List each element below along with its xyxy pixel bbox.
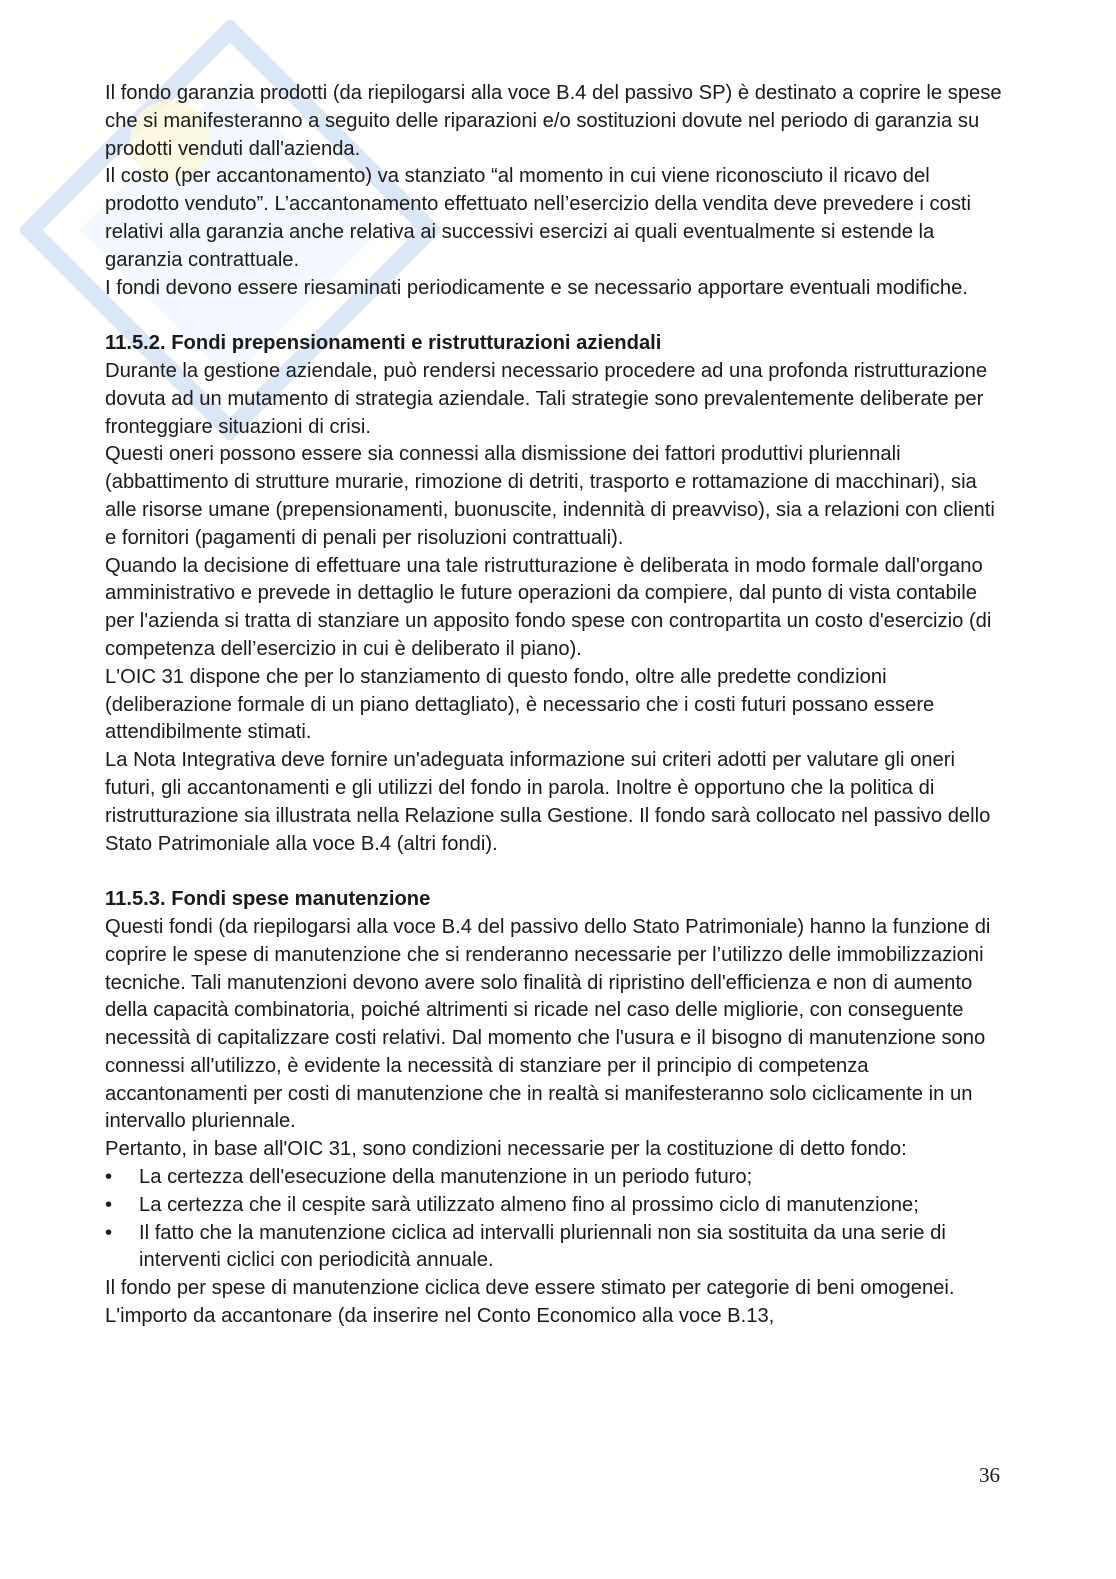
- section2-paragraph-3: Quando la decisione di effettuare una tale ristrutturazione è deliberata in modo formale dall'organo amministrativo e prevede in dettaglio le future operazioni da compiere, dal punto di vista contabile per l'azienda si tratta di stanziare un apposito fondo spese con contropartita un costo d'esercizio (di competenza dell’esercizio in cui è deliberato il piano).: [105, 554, 992, 660]
- list-item: [105, 1220, 1005, 1276]
- section-spacer: [105, 858, 1005, 886]
- section-heading-11-5-2: 11.5.2. Fondi prepensionamenti e ristrutturazioni aziendali: [105, 332, 662, 355]
- intro-paragraph-3: I fondi devono essere riesaminati periodicamente e se necessario apportare eventuali modifiche.: [105, 276, 968, 299]
- list-item-text: Il fatto che la manutenzione ciclica ad intervalli pluriennali non sia sostituita da una serie di interventi ciclici con periodicità annuale.: [139, 1221, 946, 1272]
- bullet-icon: •: [105, 1166, 113, 1189]
- section3-paragraph-2: Pertanto, in base all'OIC 31, sono condizioni necessarie per la costituzione di detto fondo:: [105, 1138, 907, 1161]
- page-number: 36: [979, 1463, 1000, 1487]
- list-item: [105, 1192, 1005, 1220]
- bullet-icon: •: [105, 1221, 113, 1244]
- conditions-list: [105, 1164, 1005, 1275]
- list-item-text: La certezza dell'esecuzione della manutenzione in un periodo futuro;: [139, 1166, 753, 1189]
- section2-paragraph-1: Durante la gestione aziendale, può rendersi necessario procedere ad una profonda ristrutturazione dovuta ad un mutamento di strategia aziendale. Tali strategie sono prevalentemente deliberate per fronteggiare situazioni di crisi.: [105, 359, 988, 438]
- section3-paragraph-3: Il fondo per spese di manutenzione ciclica deve essere stimato per categorie di beni omogenei. L'importo da accantonare (da inserire nel Conto Economico alla voce B.13,: [105, 1277, 955, 1328]
- section2-paragraph-4: L'OIC 31 dispone che per lo stanziamento di questo fondo, oltre alle predette condizioni (deliberazione formale di un piano dettagliato), è necessario che i costi futuri possano essere attendibilmente stimati.: [105, 665, 935, 744]
- bullet-icon: •: [105, 1193, 113, 1216]
- document-page: [105, 80, 1005, 1331]
- intro-paragraph-2: Il costo (per accantonamento) va stanziato “al momento in cui viene riconosciuto il ricavo del prodotto venduto”. L’accantonamento effettuato nell’esercizio della vendita deve prevedere i costi relativi alla garanzia anche relativa ai successivi esercizi ai quali eventualmente si estende la garanzia contrattuale.: [105, 165, 972, 271]
- intro-paragraph-1: Il fondo garanzia prodotti (da riepilogarsi alla voce B.4 del passivo SP) è destinato a coprire le spese che si manifesteranno a seguito delle riparazioni e/o sostituzioni dovute nel periodo di garanzia su prodotti venduti dall'azienda.: [105, 82, 1002, 160]
- list-item-text: La certezza che il cespite sarà utilizzato almeno fino al prossimo ciclo di manutenzione;: [139, 1193, 919, 1216]
- section2-paragraph-2: Questi oneri possono essere sia connessi alla dismissione dei fattori produttivi pluriennali (abbattimento di strutture murarie, rimozione di detriti, trasporto e rottamazione di macchinari), sia alle risorse umane (prepensionamenti, buonuscite, indennità di preavviso), sia a relazioni con clienti e fornitori (pagamenti di penali per risoluzioni contrattuali).: [105, 443, 995, 549]
- list-item: [105, 1164, 1005, 1192]
- section-spacer: [105, 302, 1005, 330]
- section2-paragraph-5: La Nota Integrativa deve fornire un'adeguata informazione sui criteri adotti per valutare gli oneri futuri, gli accantonamenti e gli utilizzi del fondo in parola. Inoltre è opportuno che la politica di ristrutturazione sia illustrata nella Relazione sulla Gestione. Il fondo sarà collocato nel passivo dello Stato Patrimoniale alla voce B.4 (altri fondi).: [105, 749, 991, 855]
- section3-paragraph-1: Questi fondi (da riepilogarsi alla voce B.4 del passivo dello Stato Patrimoniale) hanno la funzione di coprire le spese di manutenzione che si renderanno necessarie per l’utilizzo delle immobilizzazioni tecniche. Tali manutenzioni devono avere solo finalità di ripristino dell'efficienza e non di aumento della capacità combinatoria, poiché altrimenti si ricade nel caso delle migliorie, con conseguente necessità di capitalizzare costi relativi. Dal momento che l'usura e il bisogno di manutenzione sono connessi all'utilizzo, è evidente la necessità di stanziare per il principio di competenza accantonamenti per costi di manutenzione che in realtà si manifesteranno solo ciclicamente in un intervallo pluriennale.: [105, 915, 991, 1133]
- section-heading-11-5-3: 11.5.3. Fondi spese manutenzione: [105, 888, 431, 911]
